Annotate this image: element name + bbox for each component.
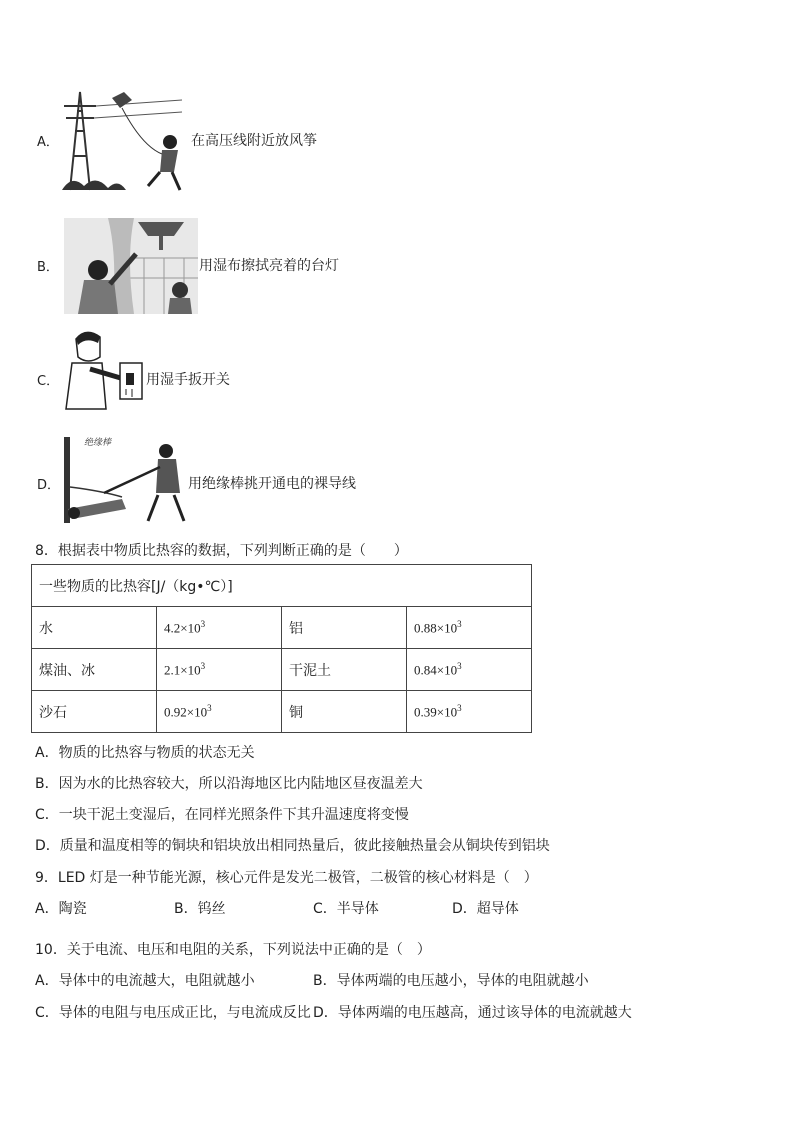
q8-option-d: D．质量和温度相等的铜块和铝块放出相同热量后，彼此接触热量会从铜块传到铝块	[35, 838, 550, 854]
table-row	[32, 607, 532, 649]
option-caption: 在高压线附近放风筝	[191, 133, 317, 149]
rod-label: 绝缘棒	[84, 438, 112, 448]
q9-option-c: C．半导体	[313, 901, 379, 917]
table-title: 一些物质的比热容[J/（kg•℃）]	[32, 565, 532, 607]
option-letter: D．	[37, 478, 61, 493]
heat-value: $0.88\times 10^3$	[407, 607, 532, 649]
wet-hand-switch-illustration	[62, 329, 146, 413]
substance-name: 干泥土	[282, 649, 407, 691]
q8-option-a: A．物质的比热容与物质的状态无关	[35, 745, 255, 761]
option-letter: A．	[37, 135, 59, 150]
table-row	[32, 649, 532, 691]
q10-option-b: B．导体两端的电压越小，导体的电阻就越小	[313, 973, 589, 989]
wet-cloth-lamp-illustration	[64, 218, 198, 314]
heat-value: $0.84\times 10^3$	[407, 649, 532, 691]
heat-value: $4.2\times 10^3$	[157, 607, 282, 649]
q10-option-a: A．导体中的电流越大，电阻就越小	[35, 973, 255, 989]
q10-option-c: C．导体的电阻与电压成正比，与电流成反比	[35, 1005, 311, 1021]
insulated-rod-illustration	[62, 437, 188, 523]
heat-value: $0.39\times 10^3$	[407, 691, 532, 733]
substance-name: 水	[32, 607, 157, 649]
heat-value: $0.92\times 10^3$	[157, 691, 282, 733]
q9-option-d: D．超导体	[452, 901, 519, 917]
q8-option-b: B．因为水的比热容较大，所以沿海地区比内陆地区昼夜温差大	[35, 776, 423, 792]
option-caption: 用湿手扳开关	[146, 372, 230, 388]
table-header-row	[32, 565, 532, 607]
q9-stem: 9．LED 灯是一种节能光源，核心元件是发光二极管，二极管的核心材料是（ ）	[35, 870, 538, 886]
substance-name: 铝	[282, 607, 407, 649]
option-letter: B．	[37, 260, 59, 275]
heat-value: $2.1\times 10^3$	[157, 649, 282, 691]
q9-option-a: A．陶瓷	[35, 901, 87, 917]
table-row	[32, 691, 532, 733]
option-caption: 用绝缘棒挑开通电的裸导线	[188, 476, 356, 492]
q8-option-c: C．一块干泥土变湿后，在同样光照条件下其升温速度将变慢	[35, 807, 409, 823]
q10-stem: 10．关于电流、电压和电阻的关系，下列说法中正确的是（ ）	[35, 942, 431, 958]
q9-option-b: B．钨丝	[174, 901, 226, 917]
substance-name: 沙石	[32, 691, 157, 733]
q8-stem: 8．根据表中物质比热容的数据，下列判断正确的是（ ）	[35, 543, 408, 559]
option-caption: 用湿布擦拭亮着的台灯	[199, 258, 339, 274]
substance-name: 铜	[282, 691, 407, 733]
option-letter: C．	[37, 374, 60, 389]
specific-heat-table	[31, 564, 532, 733]
q10-option-d: D．导体两端的电压越高，通过该导体的电流就越大	[313, 1005, 632, 1021]
kite-powerline-illustration	[62, 86, 184, 192]
substance-name: 煤油、冰	[32, 649, 157, 691]
